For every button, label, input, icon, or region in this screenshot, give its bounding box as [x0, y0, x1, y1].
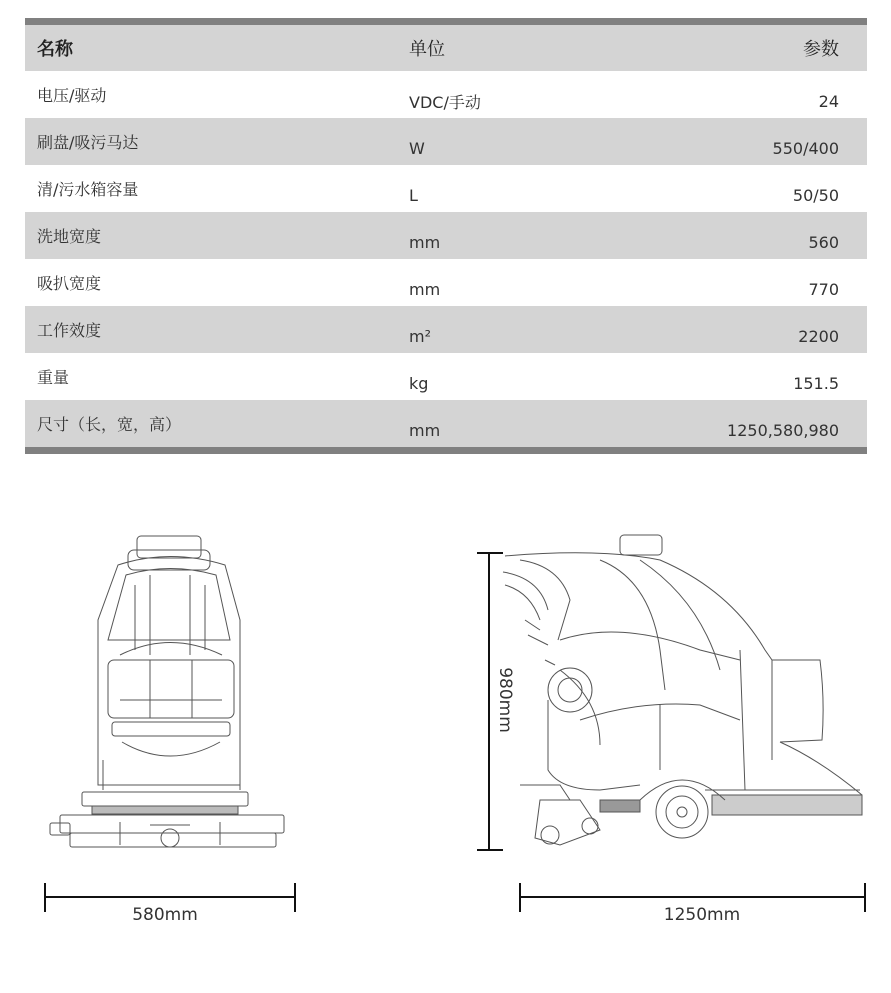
row-unit: mm	[409, 233, 441, 252]
header-unit: 单位	[409, 39, 445, 60]
side-height-label: 980mm	[495, 667, 515, 733]
row-value: 1250,580,980	[727, 421, 839, 440]
row-name: 电压/驱动	[37, 86, 107, 105]
header-name: 名称	[37, 39, 73, 60]
row-unit: mm	[409, 280, 441, 299]
table-row	[25, 118, 867, 165]
row-name: 清/污水箱容量	[37, 180, 139, 199]
row-unit: W	[409, 139, 425, 158]
row-unit: mm	[409, 421, 441, 440]
row-value: 770	[808, 280, 839, 299]
table-row	[25, 306, 867, 353]
row-value: 50/50	[792, 186, 839, 205]
row-value: 550/400	[772, 139, 839, 158]
table-row	[25, 259, 867, 306]
table-row	[25, 165, 867, 212]
row-unit: L	[409, 186, 418, 205]
row-value: 2200	[798, 327, 839, 346]
table-row	[25, 353, 867, 400]
table-row	[25, 400, 867, 447]
side-length-label: 1250mm	[663, 905, 741, 925]
spec-table	[25, 18, 867, 454]
machine-drawings	[0, 520, 891, 993]
row-unit: VDC/手动	[409, 93, 481, 112]
row-name: 刷盘/吸污马达	[37, 133, 139, 152]
row-name: 洗地宽度	[37, 227, 102, 246]
row-name: 工作效度	[37, 321, 102, 340]
table-row	[25, 212, 867, 259]
row-value: 560	[808, 233, 839, 252]
front-view-drawing	[50, 536, 284, 847]
row-name: 重量	[37, 368, 70, 387]
row-value: 24	[818, 92, 839, 111]
row-unit: m²	[409, 327, 431, 346]
table-top-bar	[25, 18, 867, 25]
front-width-label: 580mm	[132, 905, 198, 925]
table-header-row	[25, 25, 867, 71]
row-value: 151.5	[793, 374, 839, 393]
table-row	[25, 71, 867, 118]
header-value: 参数	[803, 39, 839, 60]
row-name: 吸扒宽度	[37, 274, 102, 293]
side-view-drawing	[503, 535, 862, 845]
row-name: 尺寸（长，宽，高）	[37, 415, 182, 434]
row-unit: kg	[409, 374, 429, 393]
